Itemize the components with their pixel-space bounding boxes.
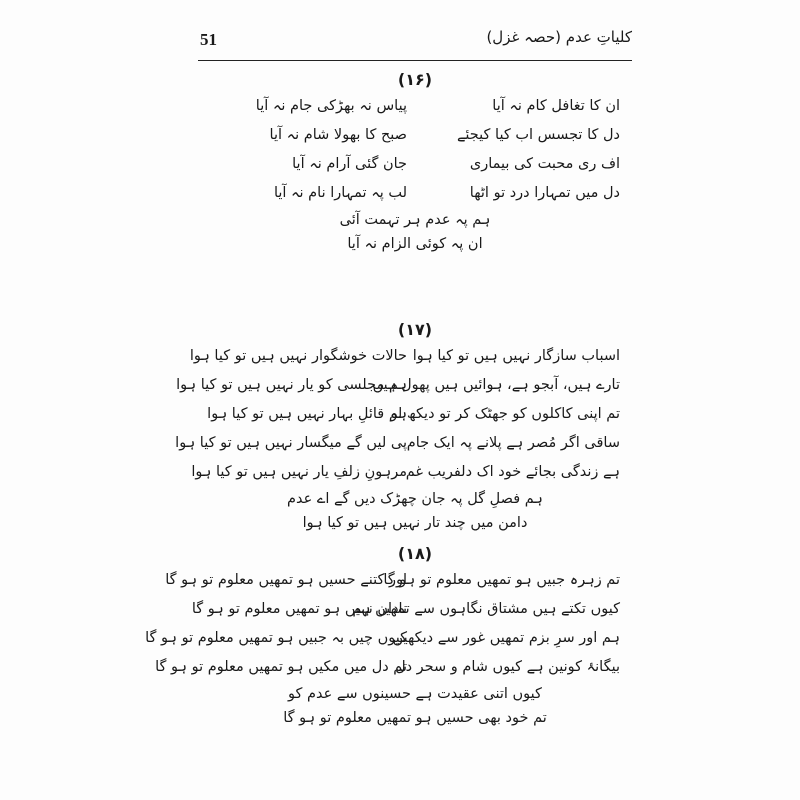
misra-second: ہم مجلسی کو یار نہیں ہیں تو کیا ہوا — [176, 377, 407, 393]
misra-first: ہے زندگی بجائے خود اک دلفریب غم — [405, 464, 620, 480]
misra-first: ہم اور سرِ بزم تمھیں غور سے دیکھیں — [392, 630, 620, 646]
misra-first: کیوں تکتے ہیں مشتاق نگاہوں سے تمھیں ہم — [352, 601, 620, 617]
misra-second: کیوں چیں بہ جبیں ہو تمھیں معلوم تو ہو گا — [145, 630, 407, 646]
running-title: کلیاتِ عدم (حصہ غزل) — [486, 28, 632, 46]
misra-second: حالات خوشگوار نہیں ہیں تو کیا ہوا — [189, 348, 407, 364]
couplet — [205, 179, 625, 208]
misra-second: پیاس نہ بھڑکی جام نہ آیا — [255, 98, 407, 114]
couplet — [205, 92, 625, 121]
couplet — [165, 566, 625, 595]
maqta-line: دامن میں چند تار نہیں ہیں تو کیا ہوا — [302, 515, 528, 531]
couplet — [155, 653, 625, 682]
misra-first: اف ری محبت کی بیماری — [469, 156, 620, 172]
maqta-line: کیوں اتنی عقیدت ہے حسینوں سے عدم کو — [288, 686, 542, 702]
misra-first: دل کا تجسس اب کیا کیجئے — [456, 127, 620, 143]
couplet — [191, 595, 625, 624]
misra-second: اور کتنے حسیں ہو تمھیں معلوم تو ہو گا — [165, 572, 407, 588]
couplet — [145, 624, 625, 653]
maqta-line: ان پہ کوئی الزام نہ آیا — [347, 236, 483, 252]
maqta-line: ہم پہ عدم ہر تہمت آئی — [339, 212, 491, 228]
misra-second: نادان نہیں ہو تمھیں معلوم تو ہو گا — [191, 601, 407, 617]
misra-second: صبح کا بھولا شام نہ آیا — [269, 127, 407, 143]
couplet — [175, 429, 625, 458]
ghazal-16 — [205, 68, 625, 256]
ghazal-17 — [175, 318, 625, 535]
couplet — [205, 150, 625, 179]
misra-first: ساقی اگر مُصر ہے پلانے پہ ایک جام — [406, 435, 620, 451]
couplet — [189, 342, 625, 371]
maqta-line: ہم فصلِ گل پہ جان چھڑک دیں گے اے عدم — [287, 491, 543, 507]
ghazal-number: (۱۶) — [397, 70, 433, 89]
misra-first: بیگانۂ کونین ہے کیوں شام و سحر دل — [395, 659, 620, 675]
couplet — [176, 371, 625, 400]
misra-second: مرہونِ زلفِ یار نہیں ہیں تو کیا ہوا — [191, 464, 407, 480]
couplet — [191, 458, 625, 487]
couplet — [205, 400, 625, 429]
misra-first: ان کا تغافل کام نہ آیا — [492, 98, 620, 114]
misra-first: تم زہرہ جبیں ہو تمھیں معلوم تو ہو گا — [383, 572, 620, 588]
misra-first: تارے ہیں، آبجو ہے، ہوائیں ہیں پھول ہیں — [372, 377, 620, 393]
misra-second: لب پہ تمہارا نام نہ آیا — [273, 185, 407, 201]
header-rule — [198, 60, 632, 61]
couplet — [205, 121, 625, 150]
page-header — [200, 28, 632, 58]
misra-first: تم اپنی کاکلوں کو جھٹک کر تو دیکھ لو — [390, 406, 620, 422]
misra-second: پی لیں گے میگسار نہیں ہیں تو کیا ہوا — [175, 435, 407, 451]
ghazal-number: (۱۸) — [397, 544, 433, 563]
misra-second: جان گئی آرام نہ آیا — [292, 156, 407, 172]
misra-first: دل میں تمہارا درد تو اٹھا — [469, 185, 620, 201]
misra-second: تم دل میں مکیں ہو تمھیں معلوم تو ہو گا — [155, 659, 407, 675]
page-number: 51 — [200, 30, 217, 49]
misra-first: اسباب سازگار نہیں ہیں تو کیا ہوا — [412, 348, 620, 364]
misra-second: ہم قائلِ بہار نہیں ہیں تو کیا ہوا — [207, 406, 407, 422]
ghazal-number: (۱۷) — [397, 320, 433, 339]
ghazal-18 — [145, 542, 625, 730]
maqta-line: تم خود بھی حسیں ہو تمھیں معلوم تو ہو گا — [283, 710, 547, 726]
